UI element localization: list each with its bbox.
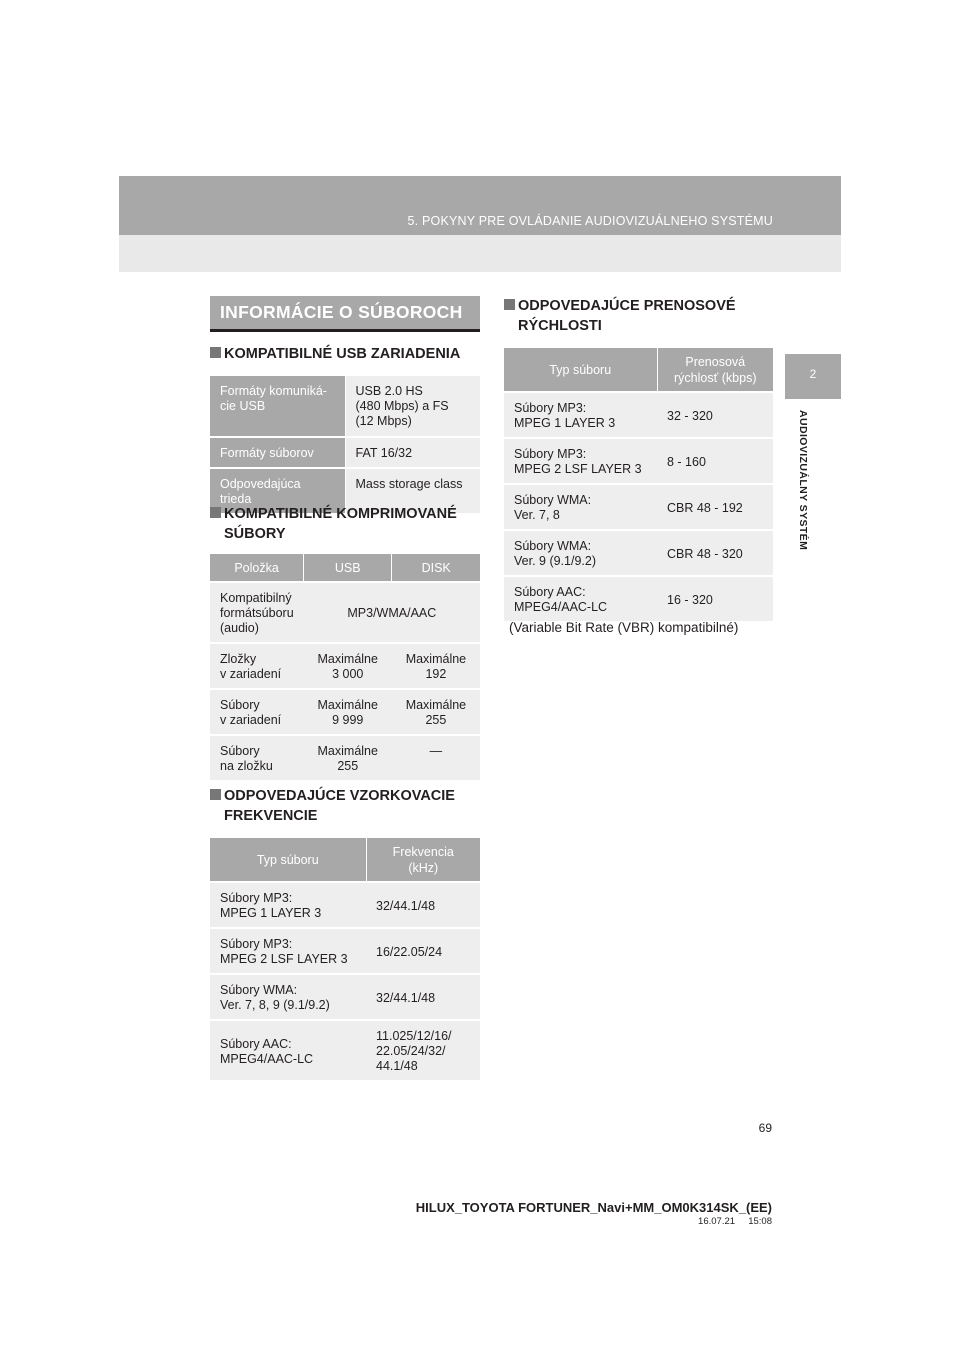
section-title: INFORMÁCIE O SÚBOROCH xyxy=(210,296,480,329)
table-header-row xyxy=(210,554,480,582)
file-type: Súbory MP3: MPEG 1 LAYER 3 xyxy=(220,891,322,920)
print-date: 16.07.21 15:08 xyxy=(698,1216,772,1227)
chapter-number-tab: 2 xyxy=(785,354,841,399)
row-label: Kompatibilný formátsúboru (audio) xyxy=(220,591,294,635)
bitrate-value: CBR 48 - 320 xyxy=(667,546,743,561)
table-header-row xyxy=(504,348,773,392)
table-header-row xyxy=(210,838,480,882)
compressed-table xyxy=(210,554,480,780)
table-row xyxy=(504,530,773,576)
usb-label-fs: Formáty súborov xyxy=(220,446,314,460)
chapter-title: 5. POKYNY PRE OVLÁDANIE AUDIOVIZUÁLNEHO SYSTÉMU xyxy=(407,214,773,228)
frequency-value: 32/44.1/48 xyxy=(376,898,436,913)
bitrate-value: 8 - 160 xyxy=(667,454,706,469)
disk-value: Maximálne 255 xyxy=(405,698,467,727)
usb-value: Maximálne 3 000 xyxy=(317,652,378,681)
file-type: Súbory WMA: Ver. 7, 8 xyxy=(514,493,592,522)
col-header-disk: DISK xyxy=(392,554,480,582)
table-row xyxy=(504,392,773,438)
chapter-side-label: AUDIOVIZUÁLNY SYSTÉM xyxy=(797,410,809,551)
file-type: Súbory MP3: MPEG 2 LSF LAYER 3 xyxy=(220,937,348,966)
usb-value-fs: FAT 16/32 xyxy=(355,446,413,460)
row-label: Súbory v zariadení xyxy=(220,698,282,727)
table-row xyxy=(210,582,480,643)
document-footer xyxy=(416,1200,772,1227)
col-header-item: Položka xyxy=(210,554,304,582)
square-bullet-icon xyxy=(210,347,221,358)
table-row xyxy=(504,484,773,530)
usb-value: Maximálne 255 xyxy=(317,744,378,773)
usb-label-class: Odpovedajúca trieda xyxy=(220,477,301,506)
file-type: Súbory WMA: Ver. 9 (9.1/9.2) xyxy=(514,539,596,568)
sampling-heading: ODPOVEDAJÚCE VZORKOVACIE FREKVENCIE xyxy=(210,786,480,826)
col-header-type: Typ súboru xyxy=(210,838,366,882)
file-type: Súbory MP3: MPEG 1 LAYER 3 xyxy=(514,401,616,430)
frequency-value: 11.025/12/16/ 22.05/24/32/ 44.1/48 xyxy=(376,1029,452,1073)
usb-value: Maximálne 9 999 xyxy=(317,698,378,727)
table-row xyxy=(210,735,480,780)
table-row xyxy=(504,576,773,621)
usb-heading: KOMPATIBILNÉ USB ZARIADENIA xyxy=(210,344,460,364)
table-row xyxy=(210,1020,480,1080)
file-type: Súbory AAC: MPEG4/AAC-LC xyxy=(220,1036,314,1066)
bitrate-value: CBR 48 - 192 xyxy=(667,500,743,515)
col-header-frequency: Frekvencia (kHz) xyxy=(366,838,480,882)
bitrate-table xyxy=(504,348,773,621)
usb-value-class: Mass storage class xyxy=(355,477,463,491)
file-type: Súbory WMA: Ver. 7, 8, 9 (9.1/9.2) xyxy=(220,983,330,1012)
document-id: HILUX_TOYOTA FORTUNER_Navi+MM_OM0K314SK_(EE) xyxy=(415,1200,772,1215)
row-label: Súbory na zložku xyxy=(220,744,273,773)
disk-value: — xyxy=(429,744,443,758)
table-row xyxy=(210,437,480,468)
disk-value: Maximálne 192 xyxy=(405,652,467,681)
compressed-heading: KOMPATIBILNÉ KOMPRIMOVANÉ SÚBORY xyxy=(210,504,480,544)
col-header-type: Typ súboru xyxy=(504,348,657,392)
bitrate-value: 16 - 320 xyxy=(667,592,713,607)
col-header-bitrate: Prenosová rýchlosť (kbps) xyxy=(657,348,773,392)
table-row xyxy=(210,882,480,928)
file-type: Súbory MP3: MPEG 2 LSF LAYER 3 xyxy=(514,447,642,476)
table-row xyxy=(210,928,480,974)
bitrate-heading: ODPOVEDAJÚCE PRENOSOVÉ RÝCHLOSTI xyxy=(504,296,774,336)
usb-value-comm: USB 2.0 HS (480 Mbps) a FS (12 Mbps) xyxy=(355,384,449,428)
usb-label-comm: Formáty komuniká- cie USB xyxy=(220,384,327,413)
table-row xyxy=(504,438,773,484)
page-number: 69 xyxy=(758,1121,772,1135)
square-bullet-icon xyxy=(210,789,221,800)
sampling-table xyxy=(210,838,480,1080)
format-value: MP3/WMA/AAC xyxy=(347,606,437,620)
section-underline xyxy=(210,329,480,332)
usb-table xyxy=(210,376,480,513)
table-row xyxy=(210,376,480,437)
row-label: Zložky v zariadení xyxy=(220,652,282,681)
frequency-value: 16/22.05/24 xyxy=(376,944,443,959)
table-row xyxy=(210,689,480,735)
page-header xyxy=(119,176,841,272)
frequency-value: 32/44.1/48 xyxy=(376,990,436,1005)
square-bullet-icon xyxy=(504,299,515,310)
table-row xyxy=(210,643,480,689)
vbr-note: (Variable Bit Rate (VBR) kompatibilné) xyxy=(509,620,739,635)
square-bullet-icon xyxy=(210,507,221,518)
bitrate-value: 32 - 320 xyxy=(667,408,713,423)
header-band xyxy=(119,176,841,235)
col-header-usb: USB xyxy=(304,554,392,582)
table-row xyxy=(210,974,480,1020)
file-type: Súbory AAC: MPEG4/AAC-LC xyxy=(514,585,608,614)
